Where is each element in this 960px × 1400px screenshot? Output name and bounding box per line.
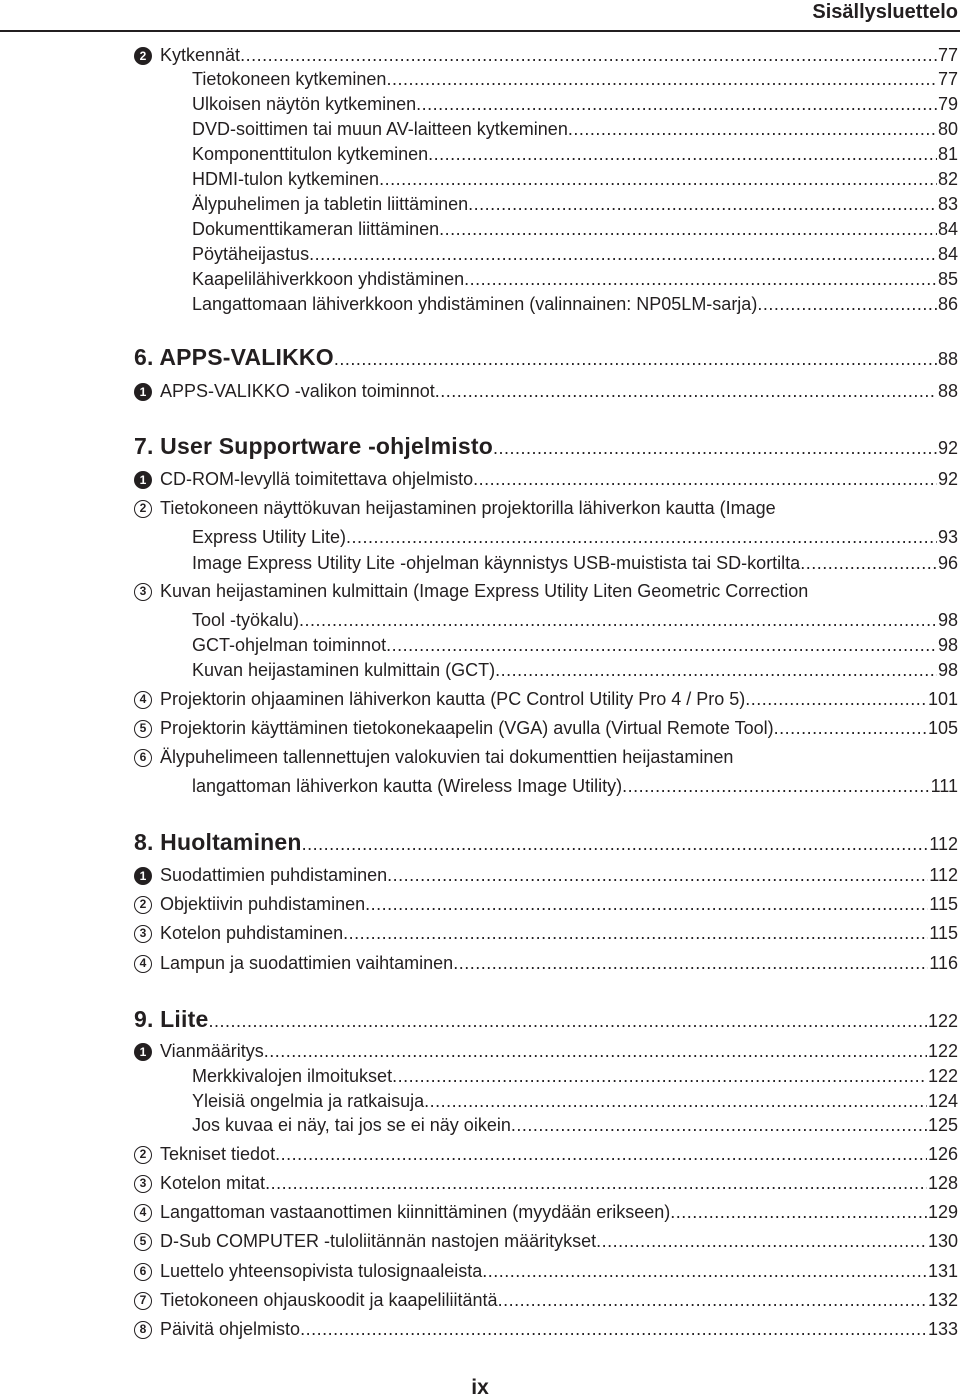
toc-entry-title: Kaapelilähiverkkoon yhdistäminen (192, 269, 465, 289)
toc-entry-title: Kytkennät (160, 45, 241, 65)
dot-leader (275, 1143, 927, 1165)
page-number: ix (471, 1376, 489, 1399)
section-number-badge: 4 (134, 955, 152, 973)
dot-leader (208, 1010, 927, 1032)
toc-page-number: 129 (927, 1202, 958, 1222)
toc-entry[interactable] (134, 1172, 958, 1194)
toc-entry[interactable] (192, 1065, 958, 1087)
toc-entry-title: Jos kuvaa ei näy, tai jos se ei näy oikein (192, 1115, 511, 1135)
toc-entry[interactable] (134, 1143, 958, 1165)
toc-entry-title: APPS-VALIKKO -valikon toiminnot (160, 381, 435, 401)
toc-page-number: 80 (937, 119, 958, 139)
toc-page-number: 93 (937, 527, 958, 547)
toc-entry-title: Tietokoneen kytkeminen (192, 69, 387, 89)
toc-chapter-8[interactable] (134, 831, 958, 855)
toc-entry-title: Tietokoneen ohjauskoodit ja kaapeliliitäntä (160, 1290, 498, 1310)
toc-page-number: 124 (927, 1091, 958, 1111)
section-number-badge: 2 (134, 896, 152, 914)
section-number-badge: 3 (134, 1175, 152, 1193)
toc-entry[interactable] (192, 218, 958, 240)
toc-page-number: 128 (927, 1173, 958, 1193)
dot-leader (392, 1065, 927, 1087)
dot-leader (299, 609, 937, 631)
toc-page-number: 81 (937, 144, 958, 164)
dot-leader (622, 775, 929, 797)
toc-entry-title: Merkkivalojen ilmoitukset (192, 1066, 393, 1086)
toc-entry-title: Projektorin ohjaaminen lähiverkon kautta (PC Control Utility Pro 4 / Pro 5) (160, 689, 746, 709)
toc-page-number: 132 (927, 1290, 958, 1310)
toc-entry[interactable] (192, 634, 958, 656)
toc-page-number: 115 (929, 923, 958, 943)
dot-leader (386, 634, 937, 656)
section-number-badge: 1 (134, 1043, 152, 1061)
dot-leader (511, 1114, 927, 1136)
dot-leader (416, 93, 937, 115)
toc-page-number: 111 (930, 776, 958, 796)
toc-entry-kytkennat[interactable] (134, 44, 958, 66)
dot-leader (498, 1289, 927, 1311)
toc-entry[interactable] (134, 717, 958, 739)
section-number-badge: 6 (134, 1263, 152, 1281)
dot-leader (365, 893, 928, 915)
toc-chapter-9[interactable] (134, 1008, 958, 1032)
toc-entry[interactable] (134, 893, 958, 915)
section-number-badge: 1 (134, 383, 152, 401)
toc-page-number: 122 (927, 1066, 958, 1086)
toc-entry[interactable] (134, 580, 808, 602)
toc-entry[interactable] (134, 746, 733, 768)
toc-entry[interactable] (192, 659, 958, 681)
toc-page-number: 77 (937, 45, 958, 65)
toc-entry-title: Pöytäheijastus (192, 244, 310, 264)
toc-entry-title: HDMI-tulon kytkeminen (192, 169, 380, 189)
dot-leader (302, 833, 929, 855)
dot-leader (453, 952, 928, 974)
toc-page-number: 130 (927, 1231, 958, 1251)
toc-page-number: 133 (927, 1319, 958, 1339)
toc-entry[interactable] (134, 1201, 958, 1223)
section-number-badge: 8 (134, 1321, 152, 1339)
toc-entry[interactable] (134, 380, 958, 402)
toc-entry[interactable] (192, 609, 958, 631)
dot-leader (757, 293, 937, 315)
toc-entry-title: Älypuhelimeen tallennettujen valokuvien tai dokumenttien heijastaminen (160, 747, 734, 767)
toc-entry-title: Yleisiä ongelmia ja ratkaisuja (192, 1091, 425, 1111)
toc-entry[interactable] (134, 922, 958, 944)
toc-entry-title: Älypuhelimen ja tabletin liittäminen (192, 194, 469, 214)
toc-page-number: 88 (937, 381, 958, 401)
toc-entry[interactable] (134, 952, 958, 974)
dot-leader (439, 218, 937, 240)
toc-entry[interactable] (192, 1114, 958, 1136)
dot-leader (468, 193, 937, 215)
dot-leader (265, 1172, 927, 1194)
toc-entry[interactable] (192, 68, 958, 90)
toc-page-number: 125 (927, 1115, 958, 1135)
toc-entry-title: CD-ROM-levyllä toimitettava ohjelmisto (160, 469, 474, 489)
toc-entry-title: Dokumenttikameran liittäminen (192, 219, 440, 239)
toc-entry[interactable] (134, 1260, 958, 1282)
toc-entry-title: D-Sub COMPUTER -tuloliitännän nastojen määritykset (160, 1231, 597, 1251)
toc-entry-title: Kuvan heijastaminen kulmittain (GCT) (192, 660, 496, 680)
toc-entry-title: Päivitä ohjelmisto (160, 1319, 301, 1339)
toc-entry[interactable] (134, 688, 958, 710)
toc-page-number: 101 (927, 689, 958, 709)
chapter-title: 9. Liite (134, 1006, 209, 1032)
toc-entry-title: Kuvan heijastaminen kulmittain (Image Express Utility Liten Geometric Correction (160, 581, 809, 601)
dot-leader (424, 1090, 927, 1112)
toc-entry-title: Tool -työkalu) (192, 610, 300, 630)
section-number-badge: 2 (134, 500, 152, 518)
toc-page-number: 98 (937, 610, 958, 630)
toc-entry[interactable] (192, 293, 958, 315)
toc-page-number: 96 (937, 553, 958, 573)
toc-entry-title: Kotelon mitat (160, 1173, 266, 1193)
toc-entry-title: GCT-ohjelman toiminnot (192, 635, 387, 655)
dot-leader (493, 437, 937, 459)
toc-entry[interactable] (192, 118, 958, 140)
toc-page-number: 122 (927, 1041, 958, 1061)
toc-entry-title: langattoman lähiverkon kautta (Wireless Image Utility) (192, 776, 623, 796)
dot-leader (346, 526, 937, 548)
toc-page-number: 92 (937, 469, 958, 489)
toc-entry[interactable] (192, 268, 958, 290)
dot-leader (745, 688, 927, 710)
toc-entry-title: Tekniset tiedot (160, 1144, 276, 1164)
toc-entry-title: Kotelon puhdistaminen (160, 923, 344, 943)
toc-entry[interactable] (192, 526, 958, 548)
dot-leader (464, 268, 937, 290)
section-number-badge: 3 (134, 583, 152, 601)
chapter-title: 8. Huoltaminen (134, 829, 302, 855)
dot-leader (774, 717, 927, 739)
toc-entry-title: Vianmääritys (160, 1041, 264, 1061)
dot-leader (800, 552, 937, 574)
toc-page-number: 105 (927, 718, 958, 738)
toc-page-number: 86 (937, 294, 958, 314)
toc-entry[interactable] (192, 552, 958, 574)
chapter-title: 7. User Supportware -ohjelmisto (134, 433, 493, 459)
toc-page-number: 112 (929, 834, 958, 854)
toc-entry[interactable] (134, 468, 958, 490)
toc-page-number: 84 (937, 244, 958, 264)
toc-entry[interactable] (134, 1318, 958, 1340)
toc-entry-title: Image Express Utility Lite -ohjelman käynnistys USB-muistista tai SD-kortilta (192, 553, 801, 573)
toc-entry[interactable] (192, 168, 958, 190)
toc-entry[interactable] (192, 243, 958, 265)
toc-entry-title: Projektorin käyttäminen tietokonekaapelin (VGA) avulla (Virtual Remote Tool) (160, 718, 774, 738)
header-title: Sisällysluettelo (812, 1, 958, 23)
toc-entry-title: Langattoman vastaanottimen kiinnittäminen (myydään erikseen) (160, 1202, 671, 1222)
toc-page-number: 88 (937, 349, 958, 369)
toc-entry[interactable] (134, 1289, 958, 1311)
toc-chapter-7[interactable] (134, 435, 958, 459)
dot-leader (343, 922, 928, 944)
dot-leader (482, 1260, 927, 1282)
dot-leader (473, 468, 937, 490)
toc-page-number: 115 (929, 894, 958, 914)
toc-page-number: 92 (937, 438, 958, 458)
dot-leader (428, 143, 937, 165)
dot-leader (300, 1318, 927, 1340)
page-header (0, 0, 960, 32)
toc-entry[interactable] (192, 193, 958, 215)
toc-entry-title: Langattomaan lähiverkkoon yhdistäminen (valinnainen: NP05LM-sarja) (192, 294, 758, 314)
toc-entry-title: Tietokoneen näyttökuvan heijastaminen projektorilla lähiverkon kautta (Image (160, 498, 776, 518)
toc-entry-title: Luettelo yhteensopivista tulosignaaleista (160, 1261, 483, 1281)
chapter-title: 6. APPS-VALIKKO (134, 344, 334, 370)
dot-leader (435, 380, 937, 402)
dot-leader (334, 348, 937, 370)
toc-entry-title: DVD-soittimen tai muun AV-laitteen kytkeminen (192, 119, 568, 139)
toc-entry[interactable] (134, 1230, 958, 1252)
toc-entry[interactable] (192, 775, 958, 797)
toc-entry[interactable] (192, 143, 958, 165)
dot-leader (387, 864, 928, 886)
section-number-badge: 2 (134, 47, 152, 65)
toc-page-number: 82 (937, 169, 958, 189)
dot-leader (568, 118, 937, 140)
toc-entry-title: Suodattimien puhdistaminen (160, 865, 388, 885)
toc-entry-title: Ulkoisen näytön kytkeminen (192, 94, 417, 114)
toc-page-number: 77 (937, 69, 958, 89)
toc-entry[interactable] (134, 497, 776, 519)
section-number-badge: 7 (134, 1292, 152, 1310)
toc-entry-title: Express Utility Lite) (192, 527, 347, 547)
section-number-badge: 3 (134, 925, 152, 943)
toc-page-number: 112 (929, 865, 958, 885)
dot-leader (240, 44, 937, 66)
toc-chapter-6[interactable] (134, 346, 958, 370)
section-number-badge: 2 (134, 1146, 152, 1164)
dot-leader (264, 1040, 927, 1062)
toc-entry-title: Komponenttitulon kytkeminen (192, 144, 429, 164)
toc-page-number: 126 (927, 1144, 958, 1164)
toc-entry[interactable] (134, 864, 958, 886)
toc-entry[interactable] (192, 1090, 958, 1112)
toc-page-number: 98 (937, 635, 958, 655)
section-number-badge: 5 (134, 720, 152, 738)
toc-page-number: 122 (927, 1011, 958, 1031)
dot-leader (596, 1230, 927, 1252)
section-number-badge: 4 (134, 691, 152, 709)
toc-page-number: 85 (937, 269, 958, 289)
toc-page-number: 83 (937, 194, 958, 214)
toc-page-number: 131 (927, 1261, 958, 1281)
dot-leader (386, 68, 937, 90)
dot-leader (670, 1201, 927, 1223)
dot-leader (379, 168, 937, 190)
toc-entry[interactable] (192, 93, 958, 115)
toc-page-number: 98 (937, 660, 958, 680)
toc-entry-title: Objektiivin puhdistaminen (160, 894, 366, 914)
toc-entry-title: Lampun ja suodattimien vaihtaminen (160, 953, 454, 973)
dot-leader (309, 243, 937, 265)
dot-leader (495, 659, 937, 681)
toc-entry[interactable] (134, 1040, 958, 1062)
section-number-badge: 4 (134, 1204, 152, 1222)
section-number-badge: 5 (134, 1233, 152, 1251)
section-number-badge: 1 (134, 471, 152, 489)
section-number-badge: 1 (134, 867, 152, 885)
toc-page-number: 84 (937, 219, 958, 239)
toc-page-number: 79 (937, 94, 958, 114)
section-number-badge: 6 (134, 749, 152, 767)
toc-page-number: 116 (929, 953, 958, 973)
